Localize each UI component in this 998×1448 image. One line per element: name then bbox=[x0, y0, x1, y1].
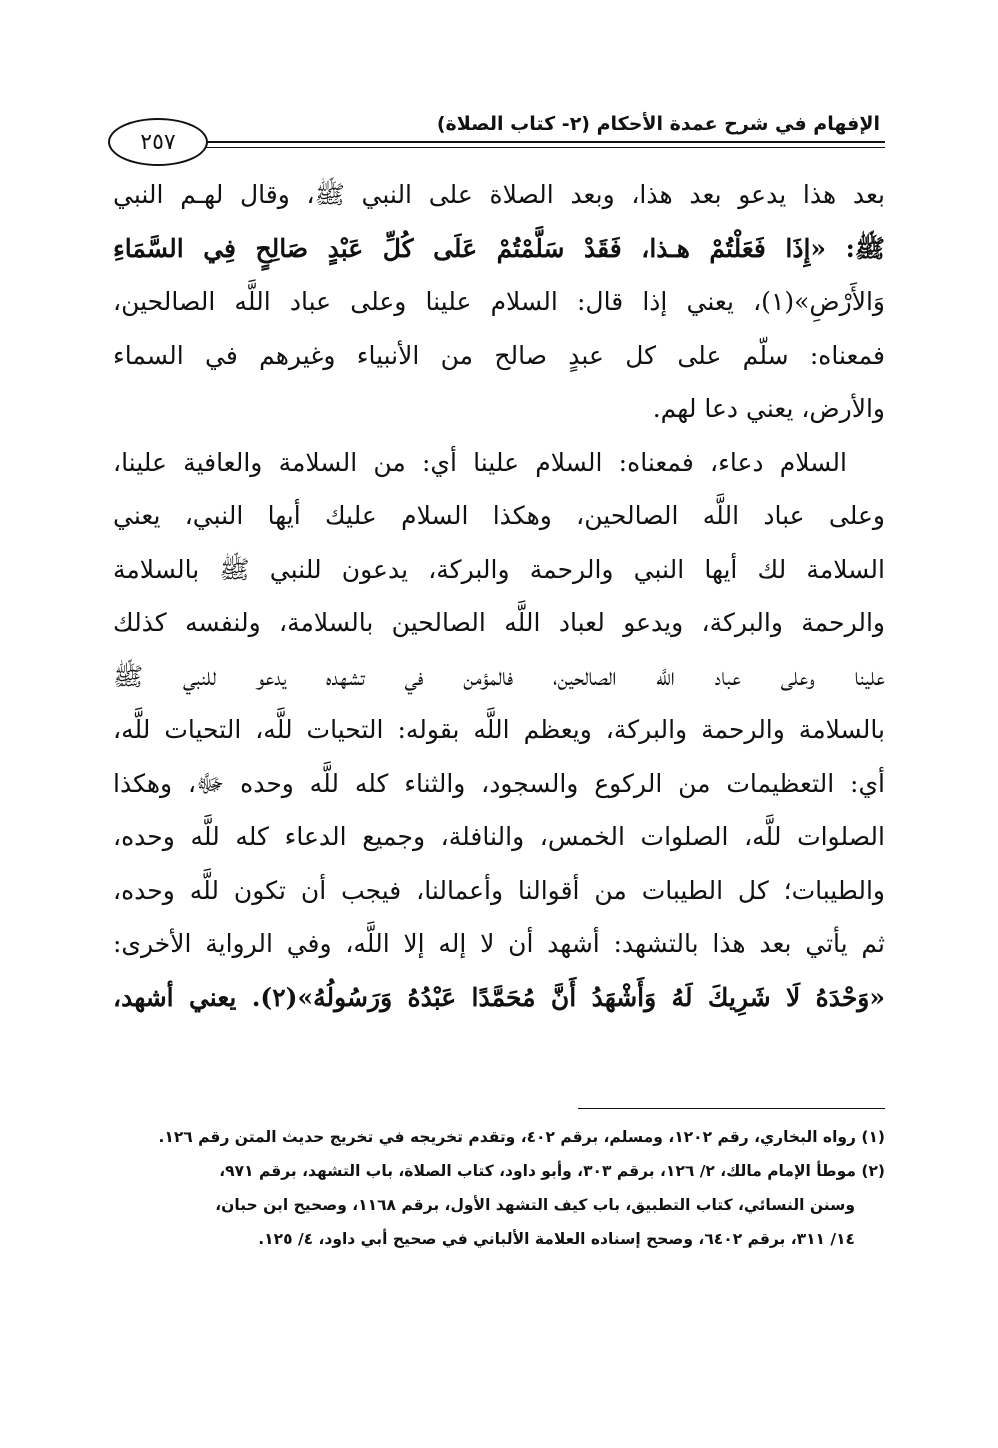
text-line: أي: التعظيمات من الركوع والسجود، والثناء كله للَّه وحده ﷻ، وهكذا bbox=[113, 768, 885, 798]
text-line: السلامة لك أيها النبي والرحمة والبركة، يدعون للنبي ﷺ بالسلامة bbox=[113, 554, 885, 584]
text-line: وعلى عباد اللَّه الصالحين، وهكذا السلام عليك أيها النبي، يعني bbox=[113, 501, 885, 530]
text-line: بعد هذا يدعو بعد هذا، وبعد الصلاة على النبي ﷺ، وقال لهـم النبي bbox=[113, 180, 885, 209]
text-line-hadith: «وَحْدَهُ لَا شَرِيكَ لَهُ وَأَشْهَدُ أَنَّ مُحَمَّدًا عَبْدُهُ وَرَسُولُهُ»(٢). يعني أشهد، bbox=[113, 982, 885, 1012]
footnote-2-continued: ١٤/ ٣١١، برقم ٦٤٠٢، وصحح إسناده العلامة الألباني في صحيح أبي داود، ٤/ ١٢٥. bbox=[258, 1230, 855, 1248]
text-line: بالسلامة والرحمة والبركة، ويعظم اللَّه بقوله: التحيات للَّه، التحيات للَّه، bbox=[113, 715, 885, 744]
footnotes bbox=[113, 1120, 885, 1256]
running-header-title: الإفهام في شرح عمدة الأحكام (٢- كتاب الصلاة) bbox=[436, 113, 880, 135]
header-rule-thin bbox=[196, 147, 885, 148]
text-line: والطيبات؛ كل الطيبات من أقوالنا وأعمالنا، فيجب أن تكون للَّه وحده، bbox=[113, 875, 885, 905]
footnote-2-continued: وسنن النسائي، كتاب التطبيق، باب كيف التشهد الأول، برقم ١١٦٨، وصحيح ابن حبان، bbox=[215, 1196, 855, 1214]
footnote-1: (١) رواه البخاري، رقم ١٢٠٢، ومسلم، برقم ٤٠٢، وتقدم تخريجه في تخريج حديث المتن رقم ١٢٦. bbox=[158, 1128, 885, 1146]
header-rule-thick bbox=[196, 141, 885, 143]
footnote-separator bbox=[578, 1108, 885, 1109]
text-line: والرحمة والبركة، ويدعو لعباد اللَّه الصالحين بالسلامة، ولنفسه كذلك bbox=[113, 608, 885, 637]
page-number: ٢٥٧ bbox=[108, 118, 208, 166]
text-line-paragraph-start: السلام دعاء، فمعناه: السلام علينا أي: من السلامة والعافية علينا، bbox=[113, 447, 847, 477]
text-line: الصلوات للَّه، الصلوات الخمس، والنافلة، وجميع الدعاء كله للَّه وحده، bbox=[113, 822, 885, 851]
text-line: والأرض، يعني دعا لهم. bbox=[652, 394, 885, 423]
text-line: فمعناه: سلّم على كل عبدٍ صالح من الأنبياء وغيرهم في السماء bbox=[113, 340, 885, 370]
main-text bbox=[113, 168, 885, 1024]
text-line: علينا وعلى عباد اللَّه الصالحين، فالمؤمن في تشهده يدعو للنبي ﷺ bbox=[113, 661, 885, 691]
text-line: ثم يأتي بعد هذا بالتشهد: أشهد أن لا إله إلا اللَّه، وفي الرواية الأخرى: bbox=[113, 929, 885, 958]
footnote-2: (٢) موطأ الإمام مالك، ٢/ ١٢٦، برقم ٣٠٣، وأبو داود، كتاب الصلاة، باب التشهد، برقم ٩٧١، bbox=[219, 1162, 885, 1180]
text-line: وَالأَرْضِ»(١)، يعني إذا قال: السلام علينا وعلى عباد اللَّه الصالحين، bbox=[113, 287, 885, 316]
text-line-hadith: ﷺ: «إِذَا فَعَلْتُمْ هـذا، فَقَدْ سَلَّمْتُمْ عَلَى كُلِّ عَبْدٍ صَالِحٍ فِي السَّمَاءِ bbox=[113, 233, 885, 263]
